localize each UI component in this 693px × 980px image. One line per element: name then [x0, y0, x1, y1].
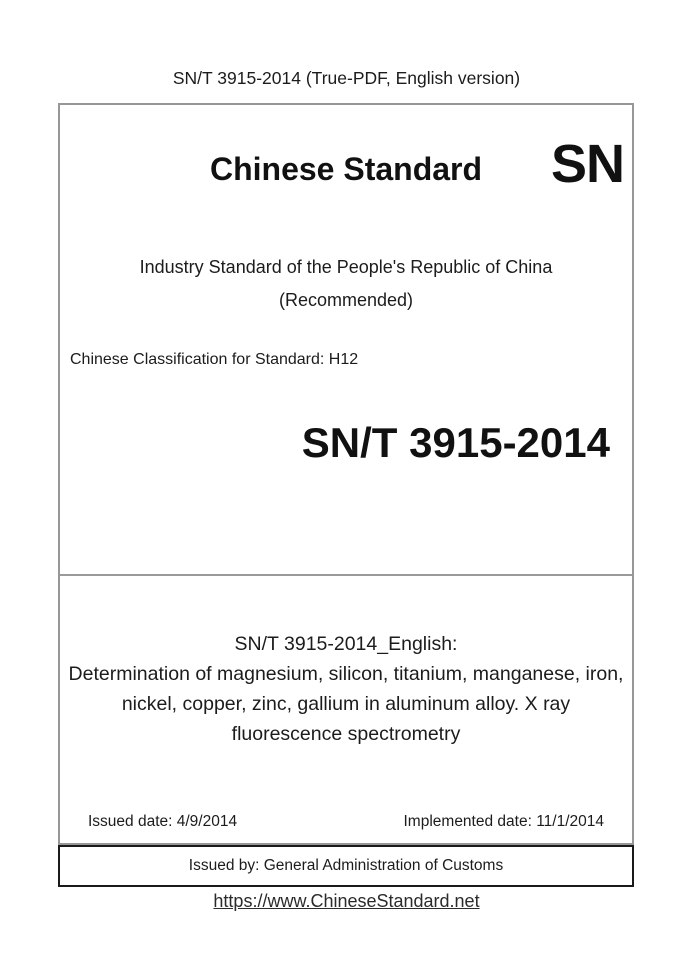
section-divider — [60, 574, 632, 576]
issuer-box — [58, 845, 634, 887]
dates-row — [88, 813, 604, 831]
brand-title: Chinese Standard — [209, 151, 483, 187]
issued-date: Issued date: 4/9/2014 — [88, 813, 238, 830]
standard-number: SN/T 3915-2014 — [301, 419, 610, 466]
standard-type-block — [60, 251, 632, 317]
issuer-text: Issued by: General Administration of Customs — [188, 857, 504, 874]
english-title-label: SN/T 3915-2014_English: — [234, 633, 458, 655]
classification-line: Chinese Classification for Standard: H12 — [70, 351, 359, 368]
document-header-line: SN/T 3915-2014 (True-PDF, English version) — [172, 68, 521, 88]
implemented-date: Implemented date: 11/1/2014 — [403, 813, 604, 830]
website-link[interactable]: https://www.ChineseStandard.net — [213, 891, 480, 911]
standard-type-line1: Industry Standard of the People's Republic of China — [139, 257, 553, 277]
site-link-row — [0, 891, 693, 912]
english-title-text: Determination of magnesium, silicon, titanium, manganese, iron, nickel, copper, zinc, gallium in aluminum alloy. X ray fluorescence spectrometry — [68, 663, 624, 745]
cover-main-panel — [58, 103, 634, 845]
sn-logo: SN — [550, 134, 624, 194]
english-title-block — [64, 629, 628, 749]
standard-type-line2: (Recommended) — [278, 290, 414, 310]
